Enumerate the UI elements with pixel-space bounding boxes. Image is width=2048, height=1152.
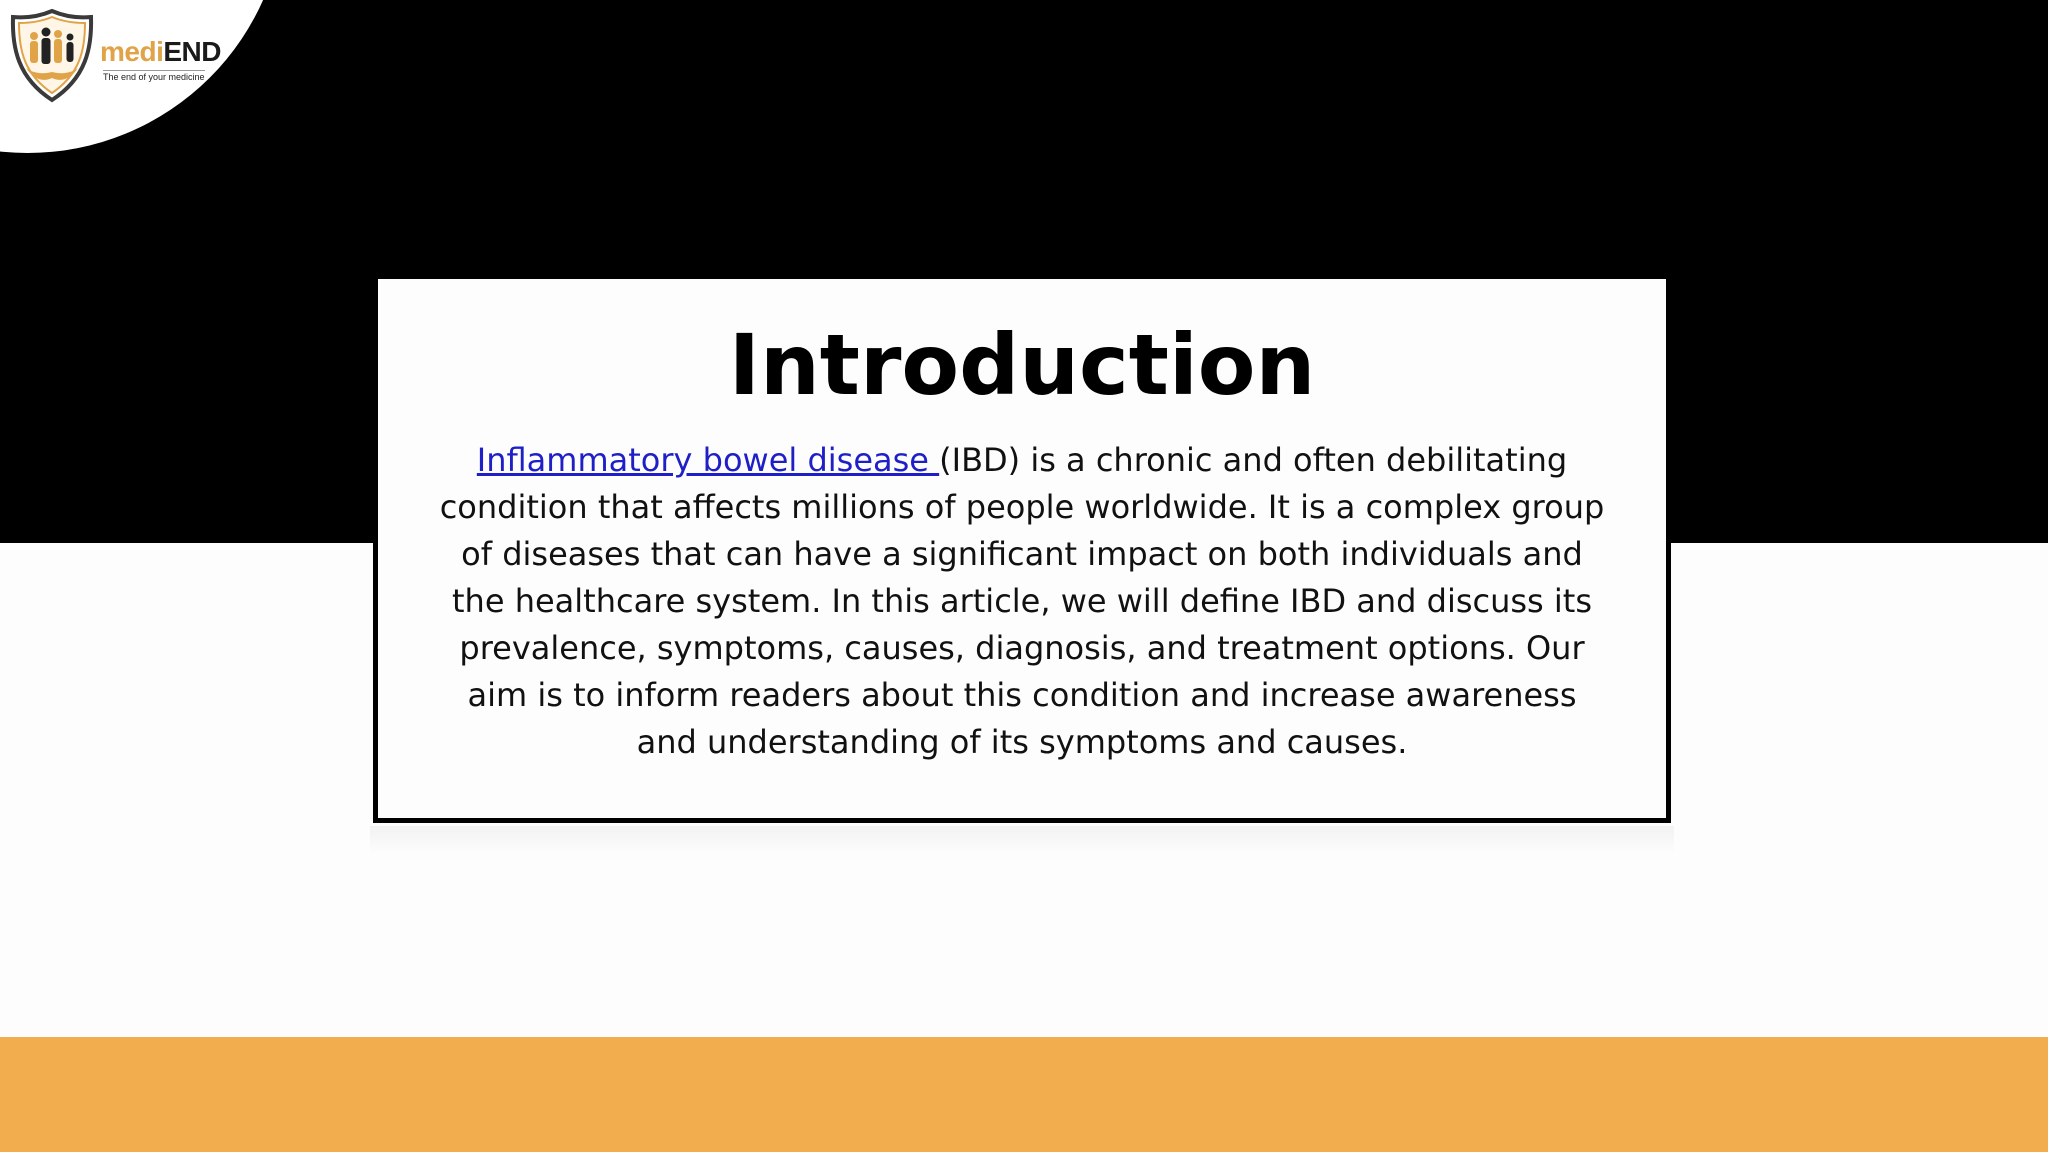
- brand-name: [100, 36, 221, 68]
- bottom-orange-band: [0, 1037, 2048, 1152]
- ibd-link[interactable]: Inflammatory bowel disease: [476, 441, 940, 479]
- intro-paragraph-text: (IBD) is a chronic and often debilitating condition that affects millions of people worldwide. It is a complex group of diseases that can have a significant impact on both individuals and the healthcare system. In this article, we will define IBD and discuss its prevalence, symptoms, causes, diagnosis, and treatment options. Our aim is to inform readers about this condition and increase awareness and understanding of its symptoms and causes.: [439, 441, 1605, 761]
- card-shadow: [370, 826, 1674, 852]
- slide-title: Introduction: [728, 316, 1316, 414]
- brand-logo[interactable]: [8, 8, 233, 108]
- brand-tagline: The end of your medicine: [103, 72, 205, 82]
- brand-name-end: END: [163, 36, 221, 67]
- shield-people-icon: [8, 8, 96, 104]
- brand-name-medi: medi: [100, 36, 164, 67]
- intro-paragraph: [434, 437, 1610, 766]
- intro-card: [373, 274, 1671, 823]
